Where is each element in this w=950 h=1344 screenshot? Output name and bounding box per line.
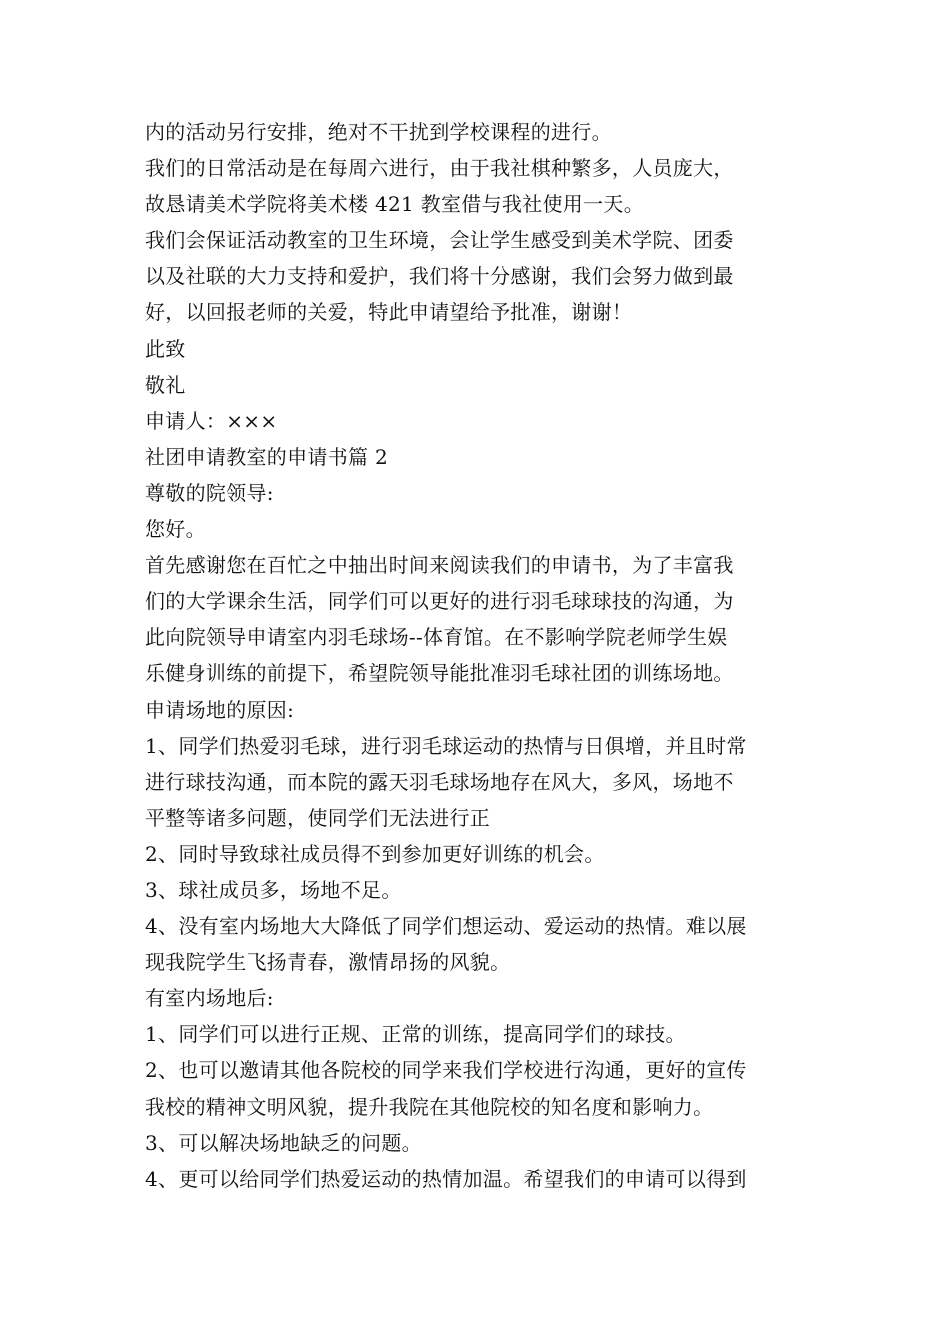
text-line: 以及社联的大力支持和爱护，我们将十分感谢，我们会努力做到最	[145, 264, 734, 289]
salutation: 尊敬的院领导:	[145, 480, 274, 505]
text-line: 首先感谢您在百忙之中抽出时间来阅读我们的申请书，为了丰富我	[145, 553, 734, 578]
greeting: 您好。	[145, 517, 206, 542]
subheading: 申请场地的原因:	[145, 697, 295, 722]
closing-line: 此致	[145, 336, 186, 361]
text-line: 们的大学课余生活，同学们可以更好的进行羽毛球球技的沟通，为	[145, 589, 734, 614]
list-item: 4、更可以给同学们热爱运动的热情加温。希望我们的申请可以得到	[145, 1166, 747, 1191]
text-line: 好，以回报老师的关爱，特此申请望给予批准，谢谢！	[145, 300, 633, 325]
section-title: 社团申请教室的申请书篇 2	[145, 444, 388, 469]
subheading: 有室内场地后:	[145, 986, 274, 1011]
list-item: 3、球社成员多，场地不足。	[145, 877, 402, 902]
list-item: 4、没有室内场地大大降低了同学们想运动、爱运动的热情。难以展	[145, 914, 747, 939]
text-line: 乐健身训练的前提下，希望院领导能批准羽毛球社团的训练场地。	[145, 661, 734, 686]
text-line: 平整等诸多问题，使同学们无法进行正	[145, 805, 491, 830]
closing-line: 敬礼	[145, 372, 186, 397]
list-item: 1、同学们可以进行正规、正常的训练，提高同学们的球技。	[145, 1022, 686, 1047]
text-line: 我校的精神文明风貌，提升我院在其他院校的知名度和影响力。	[145, 1094, 714, 1119]
applicant-line: 申请人：×××	[145, 408, 278, 433]
text-line: 现我院学生飞扬青春，激情昂扬的风貌。	[145, 950, 511, 975]
list-item: 2、同时导致球社成员得不到参加更好训练的机会。	[145, 841, 605, 866]
text-line: 此向院领导申请室内羽毛球场--体育馆。在不影响学院老师学生娱	[145, 625, 728, 650]
text-line: 故恳请美术学院将美术楼 421 教室借与我社使用一天。	[145, 192, 644, 217]
list-item: 1、同学们热爱羽毛球，进行羽毛球运动的热情与日俱增，并且时常	[145, 733, 747, 758]
text-line: 进行球技沟通，而本院的露天羽毛球场地存在风大，多风，场地不	[145, 769, 734, 794]
text-line: 内的活动另行安排，绝对不干扰到学校课程的进行。	[145, 120, 612, 144]
text-line: 我们的日常活动是在每周六进行，由于我社棋种繁多，人员庞大，	[145, 156, 734, 181]
list-item: 2、也可以邀请其他各院校的同学来我们学校进行沟通，更好的宣传	[145, 1058, 747, 1083]
list-item: 3、可以解决场地缺乏的问题。	[145, 1130, 422, 1155]
text-line: 我们会保证活动教室的卫生环境，会让学生感受到美术学院、团委	[145, 228, 734, 253]
document-body	[145, 114, 825, 1197]
